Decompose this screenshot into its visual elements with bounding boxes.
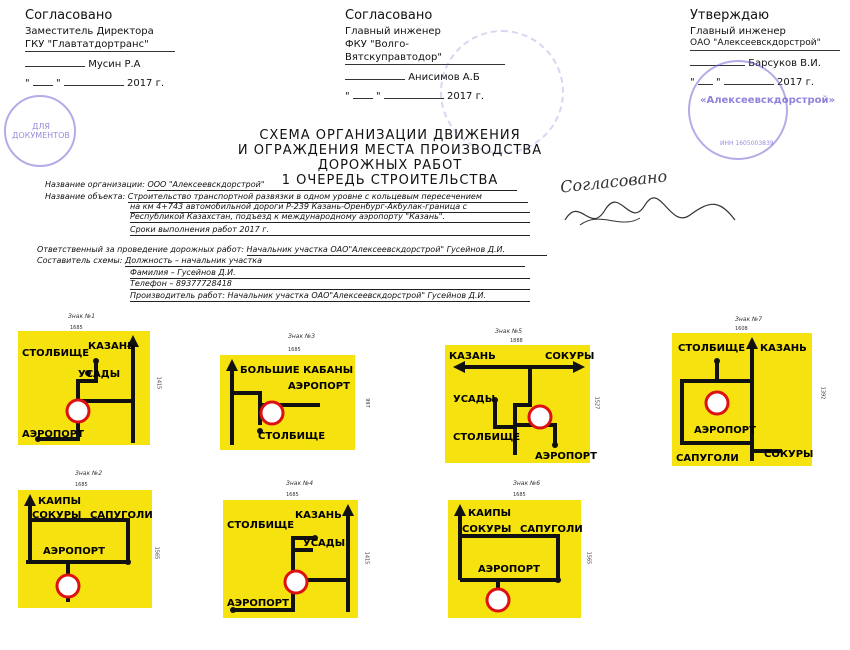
sign-5-text: СОКУРЫ	[545, 351, 595, 362]
sign-4-text: АЭРОПОРТ	[227, 598, 289, 609]
approval-year: 2017 г.	[446, 90, 485, 102]
date-quote: "	[375, 90, 381, 102]
form-author-phone	[130, 279, 530, 290]
sign-4-text: КАЗАНЬ	[295, 510, 342, 521]
sign-2	[18, 490, 152, 608]
sign-7-height: 1392	[819, 386, 826, 400]
date-quote: "	[25, 77, 30, 89]
sign-4-height: 1415	[363, 551, 370, 565]
sign-2-width: 1685	[75, 482, 88, 488]
approval-person: Мусин Р.А	[88, 58, 141, 70]
title-line-1: СХЕМА ОРГАНИЗАЦИИ ДВИЖЕНИЯ	[259, 128, 521, 143]
sign-7-text: СОКУРЫ	[764, 449, 814, 460]
form-period	[130, 225, 530, 236]
sign-3-text: СТОЛБИЩЕ	[258, 431, 326, 442]
period-value: Сроки выполнения работ 2017 г.	[130, 225, 530, 236]
sign-3-height: 997	[363, 398, 370, 408]
approval-org: ОАО "Алексеевскдорстрой"	[690, 38, 840, 51]
stamp-left-text: ДЛЯ ДОКУМЕНТОВ	[12, 122, 70, 140]
object-value-2: на км 4+743 автомобильной дороги Р-239 Казань-Оренбург-Акбулак-граница с	[130, 202, 530, 213]
sign-6-text: АЭРОПОРТ	[478, 564, 540, 575]
stamp-right-inn: ИНН 1605003839	[720, 140, 774, 147]
form-author-name	[130, 268, 530, 279]
sign-5-width: 1888	[510, 338, 523, 344]
sign-2-label: Знак №2	[75, 470, 103, 477]
object-value-3: Республикой Казахстан, подъезд к международному аэропорту "Казань".	[130, 212, 530, 223]
sign-5-text: УСАДЫ	[453, 394, 496, 405]
sign-2-height: 1565	[153, 546, 160, 560]
sign-4-width: 1685	[286, 492, 299, 498]
sign-7-label: Знак №7	[735, 316, 763, 323]
stamp-right-text: «Алексеевскдорстрой»	[700, 95, 835, 106]
sign-2-text: АЭРОПОРТ	[43, 546, 105, 557]
author-position: Должность – начальник участка	[125, 256, 525, 267]
sign-1-text: СТОЛБИЩЕ	[22, 348, 90, 359]
sign-7	[672, 333, 812, 466]
sign-2-text: СОКУРЫ	[32, 510, 82, 521]
handwritten-agreed: Согласовано	[559, 166, 669, 197]
sign-3-label: Знак №3	[288, 333, 316, 340]
approval-person: Анисимов А.Б	[408, 71, 480, 83]
sign-6-text: СОКУРЫ	[462, 524, 512, 535]
approval-role: Согласовано	[345, 8, 433, 23]
approval-position: Главный инженер	[345, 25, 441, 37]
approval-position: Заместитель Директора	[25, 25, 154, 37]
sign-2-text: САПУГОЛИ	[90, 510, 153, 521]
approval-person: Барсуков В.И.	[748, 57, 821, 69]
sign-7-text: САПУГОЛИ	[676, 453, 739, 464]
author-phone: Телефон – 89377728418	[130, 279, 530, 290]
sign-5-text: АЭРОПОРТ	[535, 451, 597, 462]
sign-1-label: Знак №1	[68, 313, 96, 320]
signature-scribble	[560, 190, 740, 240]
sign-7-text: КАЗАНЬ	[760, 343, 807, 354]
approval-block-1	[25, 8, 225, 90]
form-org-row	[45, 180, 517, 191]
sign-1-text: УСАДЫ	[78, 369, 121, 380]
author-name: Фамилия – Гусейнов Д.И.	[130, 268, 530, 279]
sign-1-text: АЭРОПОРТ	[22, 429, 84, 440]
approval-role: Утверждаю	[690, 8, 770, 23]
approval-org: ГКУ "Главтатдортранс"	[25, 38, 175, 52]
responsible-value: Начальник участка ОАО"Алексеевскдорстрой" Гусейнов Д.И.	[247, 245, 547, 256]
approval-year: 2017 г.	[126, 77, 165, 89]
sign-3	[220, 355, 355, 450]
sign-3-text: АЭРОПОРТ	[288, 381, 350, 392]
sign-6	[448, 500, 581, 618]
form-producer	[130, 291, 530, 302]
producer-value: Производитель работ: Начальник участка ОАО"Алексеевскдорстрой" Гусейнов Д.И.	[130, 291, 530, 302]
sign-2-text: КАИПЫ	[38, 496, 82, 507]
sign-5-text: КАЗАНЬ	[449, 351, 496, 362]
approval-role: Согласовано	[25, 8, 113, 23]
sign-1	[18, 331, 150, 445]
object-label: Название объекта:	[45, 192, 126, 201]
sign-6-text: САПУГОЛИ	[520, 524, 583, 535]
title-line-3: 1 ОЧЕРЕДЬ СТРОИТЕЛЬСТВА	[281, 173, 499, 188]
org-value: ООО "Алексеевскдорстрой"	[147, 180, 517, 191]
date-quote: "	[715, 76, 721, 88]
title-line-2: И ОГРАЖДЕНИЯ МЕСТА ПРОИЗВОДСТВА ДОРОЖНЫХ РАБОТ	[237, 143, 543, 173]
object-value-1: Строительство транспортной развязки в одном уровне с кольцевым пересечением	[128, 192, 528, 203]
sign-7-width: 1608	[735, 326, 748, 332]
date-quote: "	[55, 77, 61, 89]
author-label: Составитель схемы:	[37, 256, 123, 265]
sign-5-text: СТОЛБИЩЕ	[453, 432, 521, 443]
sign-1-text: КАЗАНЬ	[88, 341, 135, 352]
sign-7-text: СТОЛБИЩЕ	[678, 343, 746, 354]
sign-3-width: 1685	[288, 347, 301, 353]
org-label: Название организации:	[45, 180, 145, 189]
sign-1-height: 1415	[155, 376, 162, 390]
form-responsible	[37, 245, 547, 256]
sign-6-width: 1685	[513, 492, 526, 498]
sign-1-width: 1685	[70, 325, 83, 331]
sign-5-height: 1527	[593, 396, 600, 410]
date-quote: "	[345, 90, 350, 102]
approval-year: 2017 г.	[776, 76, 815, 88]
sign-6-label: Знак №6	[513, 480, 541, 487]
approval-position: Главный инженер	[690, 25, 786, 37]
form-author	[37, 256, 525, 267]
sign-6-height: 1565	[585, 551, 592, 565]
sign-4	[223, 500, 358, 618]
responsible-label: Ответственный за проведение дорожных работ:	[37, 245, 244, 254]
sign-4-text: УСАДЫ	[303, 538, 346, 549]
sign-4-text: СТОЛБИЩЕ	[227, 520, 295, 531]
sign-7-text: АЭРОПОРТ	[694, 425, 756, 436]
sign-4-label: Знак №4	[286, 480, 314, 487]
page-title	[200, 128, 580, 188]
sign-3-text: БОЛЬШИЕ КАБАНЫ	[240, 365, 354, 376]
sign-6-text: КАИПЫ	[468, 508, 512, 519]
form-object-line-3	[130, 212, 530, 223]
sign-5-label: Знак №5	[495, 328, 523, 335]
date-quote: "	[690, 76, 695, 88]
approval-org: ФКУ "Волго-Вятскуправтодор"	[345, 38, 505, 65]
